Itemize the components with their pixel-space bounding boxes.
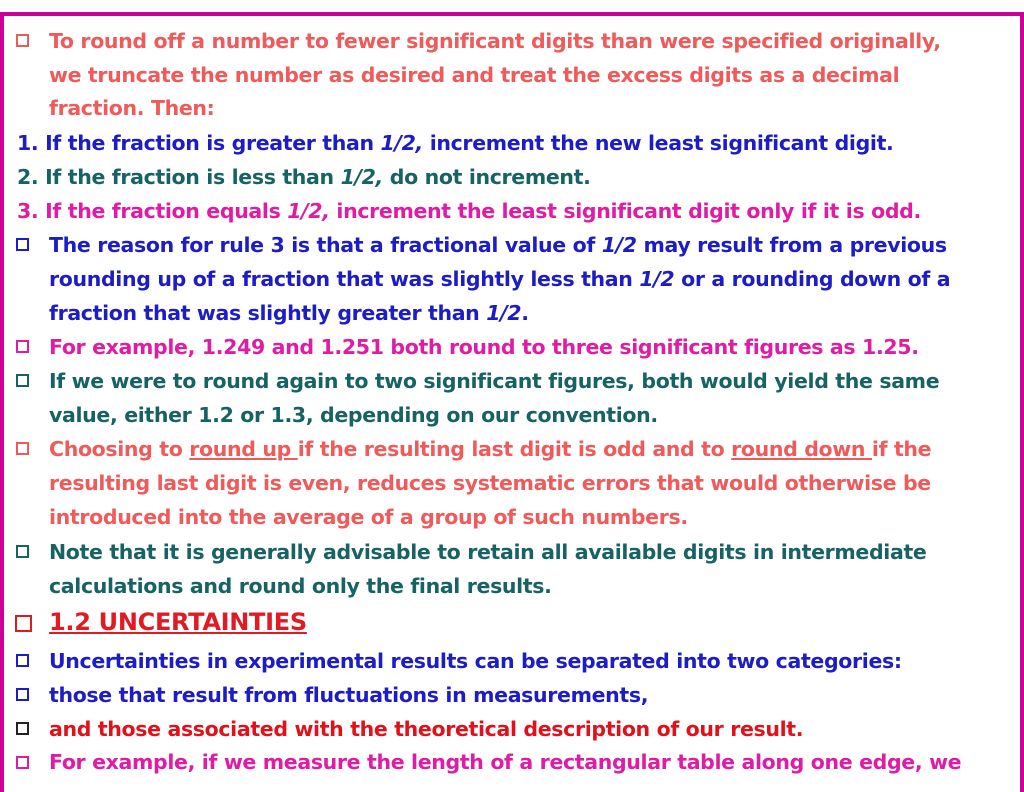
rule-1: 1. If the fraction is greater than 1/2, increment the new least significant digit. xyxy=(17,131,894,155)
checkbox-bullet-icon xyxy=(16,756,29,769)
checkbox-bullet-icon xyxy=(16,545,29,558)
checkbox-bullet-icon xyxy=(16,722,29,735)
p2-line2: rounding up of a fraction that was slightly less than 1/2 or a rounding down of a xyxy=(49,267,951,291)
p8-line1: those that result from fluctuations in measurements, xyxy=(49,683,649,707)
p1-line2: we truncate the number as desired and treat the excess digits as a decimal xyxy=(49,63,900,87)
p5-line1: Choosing to round up if the resulting last digit is odd and to round down if the xyxy=(49,437,932,461)
p5-line2: resulting last digit is even, reduces systematic errors that would otherwise be xyxy=(49,471,931,495)
p9-line1: and those associated with the theoretical description of our result. xyxy=(49,717,804,741)
checkbox-bullet-icon xyxy=(16,442,29,455)
p4-line1: If we were to round again to two significant figures, both would yield the same xyxy=(49,369,940,393)
p2-line1: The reason for rule 3 is that a fractional value of 1/2 may result from a previous xyxy=(49,233,947,257)
p3-line1: For example, 1.249 and 1.251 both round to three significant figures as 1.25. xyxy=(49,335,919,359)
p1-line3: fraction. Then: xyxy=(49,96,215,120)
p1-line1: To round off a number to fewer significant digits than were specified originally, xyxy=(49,29,941,53)
section-heading: 1.2 UNCERTAINTIES xyxy=(49,608,307,636)
p10-line1: For example, if we measure the length of a rectangular table along one edge, we xyxy=(49,750,962,774)
p5-line3: introduced into the average of a group of such numbers. xyxy=(49,505,688,529)
checkbox-bullet-icon xyxy=(16,374,29,387)
checkbox-bullet-icon xyxy=(16,34,29,47)
p6-line1: Note that it is generally advisable to retain all available digits in intermediate xyxy=(49,540,927,564)
checkbox-bullet-icon xyxy=(15,615,32,632)
p6-line2: calculations and round only the final results. xyxy=(49,574,552,598)
checkbox-bullet-icon xyxy=(16,688,29,701)
p4-line2: value, either 1.2 or 1.3, depending on our convention. xyxy=(49,403,658,427)
checkbox-bullet-icon xyxy=(16,340,29,353)
checkbox-bullet-icon xyxy=(16,238,29,251)
checkbox-bullet-icon xyxy=(16,654,29,667)
p7-line1: Uncertainties in experimental results can be separated into two categories: xyxy=(49,649,902,673)
rule-2: 2. If the fraction is less than 1/2, do not increment. xyxy=(17,165,591,189)
p2-line3: fraction that was slightly greater than 1/2. xyxy=(49,301,529,325)
rule-3: 3. If the fraction equals 1/2, increment the least significant digit only if it is odd. xyxy=(17,199,921,223)
